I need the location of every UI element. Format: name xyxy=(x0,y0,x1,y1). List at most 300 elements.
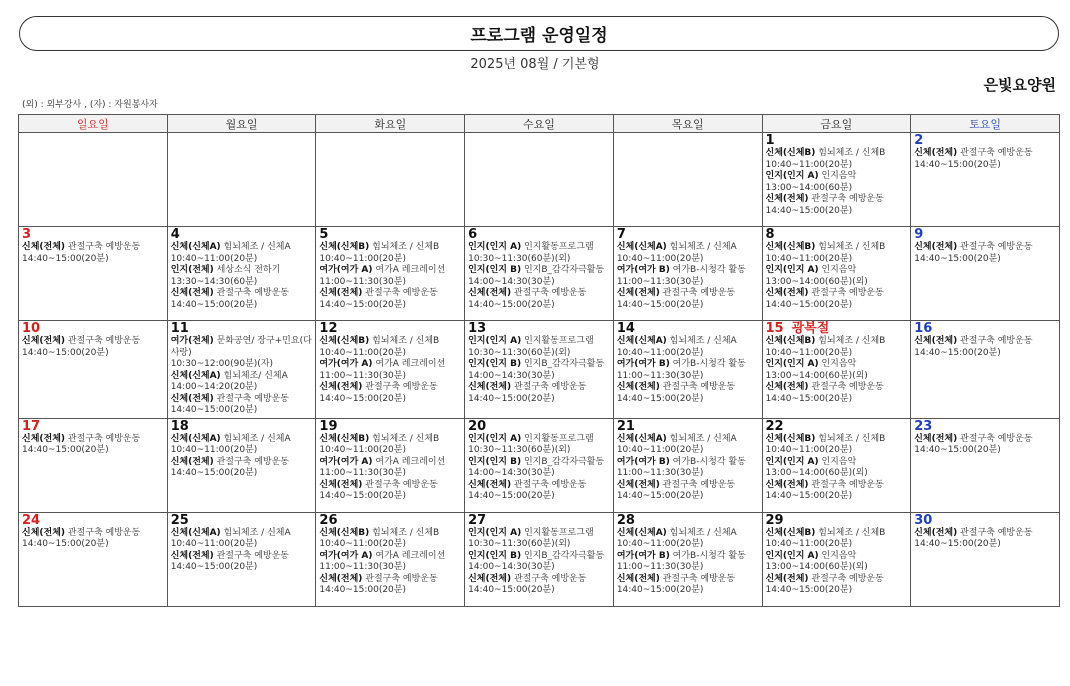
calendar-day-cell xyxy=(613,227,762,321)
day-number xyxy=(319,514,461,528)
day-number-text: 9 xyxy=(914,227,924,242)
program-category: 신체(신체B) xyxy=(319,433,370,444)
program-entry xyxy=(914,242,1056,254)
program-time: 14:40~15:00(20분) xyxy=(170,405,258,415)
program-time: 14:40~15:00(20분) xyxy=(616,393,704,404)
weekday-header: 토요일 xyxy=(911,115,1060,133)
program-title: 힘뇌체조 / 신체A xyxy=(666,527,737,538)
day-number-text: 13 xyxy=(468,321,487,336)
program-time: 14:40~15:00(20분) xyxy=(22,445,109,455)
program-time: 13:00~14:00(60분)(외) xyxy=(765,276,868,287)
program-category: 신체(신체A) xyxy=(616,336,667,346)
program-title: 여가B-시청각 활동 xyxy=(669,265,746,275)
day-number xyxy=(914,134,1056,148)
program-time: 10:40~11:00(20분) xyxy=(765,347,853,358)
program-entry xyxy=(22,528,164,540)
program-category: 신체(전체) xyxy=(616,382,660,392)
program-entry xyxy=(319,551,461,563)
day-number xyxy=(766,134,908,148)
program-title: 관절구축 예방운동 xyxy=(65,527,141,538)
program-entry xyxy=(766,148,908,160)
day-number-text: 5 xyxy=(319,227,329,242)
program-title: 인지음악 xyxy=(818,359,857,369)
program-category: 인지(인지 A) xyxy=(765,456,819,467)
program-entry xyxy=(617,265,759,277)
program-entry xyxy=(468,434,610,446)
calendar-week-row xyxy=(19,321,1060,419)
program-title: 관절구축 예방운동 xyxy=(511,288,587,298)
program-time: 10:40~11:00(20분) xyxy=(765,159,853,170)
calendar-day-cell xyxy=(167,133,316,227)
program-time: 10:40~11:00(20분) xyxy=(170,253,258,264)
program-title: 세상소식 전하기 xyxy=(213,265,281,275)
program-entry xyxy=(171,265,313,277)
program-category: 신체(전체) xyxy=(914,242,958,252)
day-number-text: 12 xyxy=(319,321,338,336)
program-title: 관절구축 예방운동 xyxy=(659,288,736,298)
program-category: 여가(여가 A) xyxy=(319,265,373,275)
program-category: 인지(인지 A) xyxy=(468,527,522,538)
program-entry xyxy=(171,457,313,469)
program-entry xyxy=(468,574,610,586)
program-title: 관절구축 예방운동 xyxy=(511,479,587,490)
program-entry xyxy=(766,457,908,469)
day-number-text: 24 xyxy=(22,512,41,528)
program-title: 관절구축 예방운동 xyxy=(213,288,289,298)
program-title: 관절구축 예방운동 xyxy=(362,288,438,298)
day-number xyxy=(766,420,908,434)
program-category: 인지(인지 B) xyxy=(468,456,522,467)
program-time: 11:00~11:30(30분) xyxy=(319,562,406,572)
program-time: 13:00~14:00(60분)(외) xyxy=(765,468,868,478)
program-category: 신체(전체) xyxy=(616,573,660,584)
program-time: 14:40~15:00(20분) xyxy=(468,299,555,310)
program-entry xyxy=(914,336,1056,348)
program-title: 관절구축 예방운동 xyxy=(511,573,587,584)
program-title: 관절구축 예방운동 xyxy=(659,479,736,490)
program-time: 10:30~11:30(60분)(외) xyxy=(468,347,571,358)
day-number xyxy=(468,514,610,528)
calendar-day-cell xyxy=(911,133,1060,227)
program-category: 여가(여가 A) xyxy=(319,550,373,561)
program-category: 신체(신체B) xyxy=(319,242,370,252)
program-title: 여가A 레크레이션 xyxy=(372,550,446,561)
day-number xyxy=(22,420,164,434)
day-number xyxy=(914,514,1056,528)
day-number-text: 6 xyxy=(468,227,478,242)
program-title: 인지B_감각자극활동 xyxy=(521,265,605,275)
program-entry xyxy=(617,457,759,469)
program-time: 14:40~15:00(20분) xyxy=(914,159,1001,170)
day-number-text: 26 xyxy=(319,512,338,528)
calendar-day-cell xyxy=(465,512,614,606)
calendar-day-cell xyxy=(167,512,316,606)
program-entry xyxy=(468,528,610,540)
program-entry xyxy=(617,359,759,371)
program-time: 13:00~14:00(60분) xyxy=(765,182,853,193)
program-category: 인지(인지 A) xyxy=(765,359,819,369)
calendar-day-cell xyxy=(19,512,168,606)
program-category: 여가(여가 B) xyxy=(616,265,670,275)
program-time: 10:40~11:00(20분) xyxy=(319,347,406,358)
program-entry xyxy=(171,551,313,563)
program-category: 신체(전체) xyxy=(319,479,363,490)
weekday-header-row xyxy=(19,115,1060,133)
program-time: 14:40~15:00(20분) xyxy=(616,491,704,501)
program-title: 힘뇌체조 / 신체B xyxy=(369,527,440,538)
program-category: 신체(전체) xyxy=(319,382,363,392)
program-entry xyxy=(319,574,461,586)
calendar-day-cell xyxy=(613,418,762,512)
day-number xyxy=(468,228,610,242)
program-entry xyxy=(914,434,1056,446)
day-number xyxy=(617,228,759,242)
program-time: 10:30~12:00(90분)(자) xyxy=(170,359,274,369)
program-category: 인지(인지 B) xyxy=(468,265,522,275)
program-entry xyxy=(468,480,610,492)
program-category: 신체(신체A) xyxy=(170,242,221,252)
program-time: 14:40~15:00(20분) xyxy=(765,585,853,595)
program-entry xyxy=(617,551,759,563)
day-number-text: 16 xyxy=(914,321,933,336)
program-category: 신체(신체B) xyxy=(765,148,816,158)
program-entry xyxy=(766,194,908,206)
program-title: 힘뇌체조 / 신체A xyxy=(220,433,291,444)
program-title: 인지B_감각자극활동 xyxy=(521,550,605,561)
program-category: 신체(전체) xyxy=(170,550,214,561)
program-category: 신체(전체) xyxy=(468,479,512,490)
program-category: 신체(신체B) xyxy=(765,527,816,538)
program-time: 11:00~11:30(30분) xyxy=(616,468,704,478)
program-category: 신체(신체B) xyxy=(765,242,816,252)
program-time: 14:40~15:00(20분) xyxy=(914,539,1001,549)
calendar-table xyxy=(18,114,1060,607)
program-title: 관절구축 예방운동 xyxy=(808,573,884,584)
program-entry xyxy=(766,574,908,586)
program-category: 신체(신체A) xyxy=(616,242,667,252)
day-number xyxy=(914,420,1056,434)
day-number-text: 23 xyxy=(914,418,933,434)
program-entry xyxy=(766,265,908,277)
program-entry xyxy=(766,171,908,183)
calendar-day-cell xyxy=(19,133,168,227)
program-title: 관절구축 예방운동 xyxy=(808,288,884,298)
program-time: 10:40~11:00(20분) xyxy=(319,253,406,264)
day-number xyxy=(319,420,461,434)
program-time: 10:40~11:00(20분) xyxy=(765,445,853,455)
program-title: 힘뇌체조 / 신체A xyxy=(666,336,737,346)
program-title: 관절구축 예방운동 xyxy=(808,479,884,490)
day-number xyxy=(171,514,313,528)
day-number xyxy=(22,514,164,528)
program-title: 관절구축 예방운동 xyxy=(65,433,141,444)
program-time: 11:00~11:30(30분) xyxy=(319,276,406,287)
day-number xyxy=(914,322,1056,336)
program-category: 인지(전체) xyxy=(170,265,214,275)
weekday-header: 일요일 xyxy=(19,115,168,133)
program-time: 10:40~11:00(20분) xyxy=(616,539,704,549)
program-title: 힘뇌체조 / 신체B xyxy=(815,527,886,538)
program-title: 인지B_감각자극활동 xyxy=(521,456,605,467)
program-entry xyxy=(914,528,1056,540)
program-title: 힘뇌체조 / 신체A xyxy=(666,242,737,252)
program-entry xyxy=(617,242,759,254)
day-number-text: 27 xyxy=(468,512,487,528)
program-title: 관절구축 예방운동 xyxy=(957,527,1033,538)
program-title: 관절구축 예방운동 xyxy=(213,393,289,404)
program-entry xyxy=(171,336,313,359)
program-title: 인지활동프로그램 xyxy=(521,242,594,252)
program-category: 신체(전체) xyxy=(765,288,809,298)
program-entry xyxy=(319,382,461,394)
program-title: 힘뇌체조 / 신체A xyxy=(666,433,737,444)
program-title: 힘뇌체조/ 신체A xyxy=(220,370,288,381)
program-category: 신체(전체) xyxy=(170,456,214,467)
program-category: 신체(신체A) xyxy=(170,370,221,381)
program-title: 인지음악 xyxy=(818,265,857,275)
program-category: 신체(신체B) xyxy=(319,527,370,538)
day-number-text: 7 xyxy=(616,227,626,242)
day-number-text: 2 xyxy=(914,133,924,148)
day-number xyxy=(319,228,461,242)
program-time: 10:40~11:00(20분) xyxy=(616,445,704,455)
program-title: 힘뇌체조 / 신체A xyxy=(220,242,291,252)
day-number xyxy=(22,322,164,336)
program-entry xyxy=(468,359,610,371)
program-time: 14:40~15:00(20분) xyxy=(170,299,258,310)
program-title: 인지B_감각자극활동 xyxy=(521,359,605,369)
program-time: 10:30~11:30(60분)(외) xyxy=(468,253,571,264)
program-entry xyxy=(617,574,759,586)
program-time: 14:40~15:00(20분) xyxy=(468,585,555,595)
program-title: 힘뇌체조 / 신체B xyxy=(815,148,886,158)
program-title: 관절구축 예방운동 xyxy=(957,148,1033,158)
calendar-day-cell xyxy=(465,133,614,227)
program-time: 14:40~15:00(20분) xyxy=(468,393,555,404)
program-entry xyxy=(171,394,313,406)
program-entry xyxy=(766,359,908,371)
program-title: 관절구축 예방운동 xyxy=(511,382,587,392)
program-title: 관절구축 예방운동 xyxy=(65,242,141,252)
page-subtitle: 2025년 08월 / 기본형 xyxy=(470,57,600,72)
program-time: 14:40~15:00(20분) xyxy=(914,253,1001,264)
calendar-day-cell xyxy=(762,321,911,419)
program-title: 인지음악 xyxy=(818,550,857,561)
program-entry xyxy=(766,382,908,394)
program-category: 인지(인지 A) xyxy=(765,550,819,561)
program-category: 신체(전체) xyxy=(22,433,66,444)
calendar-day-cell xyxy=(316,133,465,227)
program-time: 13:30~14:30(60분) xyxy=(170,276,258,287)
program-entry xyxy=(617,288,759,300)
program-category: 신체(전체) xyxy=(319,288,363,298)
program-category: 신체(전체) xyxy=(765,194,809,204)
program-category: 신체(신체A) xyxy=(170,527,221,538)
program-category: 신체(전체) xyxy=(914,336,958,346)
day-number xyxy=(22,228,164,242)
day-number xyxy=(914,228,1056,242)
program-time: 14:40~15:00(20분) xyxy=(319,393,406,404)
day-number-text: 29 xyxy=(765,512,784,528)
program-category: 인지(인지 A) xyxy=(468,336,522,346)
day-number xyxy=(766,228,908,242)
program-category: 인지(인지 A) xyxy=(765,171,819,181)
day-number-text: 20 xyxy=(468,418,487,434)
program-title: 관절구축 예방운동 xyxy=(213,550,289,561)
calendar-day-cell xyxy=(762,133,911,227)
day-number-text: 28 xyxy=(616,512,635,528)
program-time: 14:40~15:00(20분) xyxy=(468,491,555,501)
program-category: 신체(전체) xyxy=(468,573,512,584)
program-category: 신체(전체) xyxy=(914,148,958,158)
program-title: 여가A 레크레이션 xyxy=(372,359,446,369)
program-category: 신체(전체) xyxy=(22,527,66,538)
program-time: 14:40~15:00(20분) xyxy=(616,585,704,595)
program-title: 인지음악 xyxy=(818,171,857,181)
program-time: 14:40~15:00(20분) xyxy=(765,491,853,501)
program-time: 14:40~15:00(20분) xyxy=(914,445,1001,455)
program-time: 14:40~15:00(20분) xyxy=(170,562,258,572)
program-time: 10:40~11:00(20분) xyxy=(319,539,406,549)
program-category: 신체(신체A) xyxy=(170,433,221,444)
program-category: 인지(인지 B) xyxy=(468,550,522,561)
program-entry xyxy=(617,480,759,492)
program-time: 10:40~11:00(20분) xyxy=(616,253,704,264)
calendar-day-cell xyxy=(465,227,614,321)
program-time: 10:40~11:00(20분) xyxy=(170,539,258,549)
calendar-week-row xyxy=(19,227,1060,321)
calendar-day-cell xyxy=(911,321,1060,419)
weekday-header: 금요일 xyxy=(762,115,911,133)
calendar-day-cell xyxy=(19,321,168,419)
program-entry xyxy=(171,371,313,383)
program-category: 신체(전체) xyxy=(170,288,214,298)
program-time: 10:40~11:00(20분) xyxy=(616,347,704,358)
program-title: 힘뇌체조 / 신체A xyxy=(220,527,291,538)
program-entry xyxy=(468,457,610,469)
day-number-text: 30 xyxy=(914,512,933,528)
program-entry xyxy=(22,336,164,348)
program-title: 여가B-시청각 활동 xyxy=(669,456,746,467)
program-title: 관절구축 예방운동 xyxy=(957,242,1033,252)
program-time: 10:40~11:00(20분) xyxy=(170,445,258,455)
weekday-header: 목요일 xyxy=(613,115,762,133)
program-time: 14:40~15:00(20분) xyxy=(765,205,853,216)
calendar-body xyxy=(19,133,1060,607)
program-time: 10:40~11:00(20분) xyxy=(765,539,853,549)
program-entry xyxy=(319,242,461,254)
day-number xyxy=(171,228,313,242)
program-entry xyxy=(468,288,610,300)
program-entry xyxy=(766,551,908,563)
day-number-text: 22 xyxy=(765,418,784,434)
page-title: 프로그램 운영일정 xyxy=(19,16,1059,51)
program-time: 14:00~14:30(30분) xyxy=(468,562,555,572)
day-number-text: 8 xyxy=(765,227,775,242)
program-title: 힘뇌체조 / 신체B xyxy=(369,433,440,444)
program-entry xyxy=(766,480,908,492)
program-category: 신체(전체) xyxy=(914,433,958,444)
day-number-text: 18 xyxy=(170,418,189,434)
program-entry xyxy=(171,434,313,446)
day-number xyxy=(617,322,759,336)
program-category: 신체(전체) xyxy=(765,382,809,392)
program-category: 여가(여가 B) xyxy=(616,550,670,561)
program-title: 힘뇌체조 / 신체B xyxy=(815,242,886,252)
day-number xyxy=(468,420,610,434)
program-category: 신체(전체) xyxy=(319,573,363,584)
program-title: 여가A 레크레이션 xyxy=(372,265,446,275)
day-number-text: 15 xyxy=(765,321,784,336)
program-title: 여가B-시청각 활동 xyxy=(669,359,746,369)
program-entry xyxy=(171,528,313,540)
program-entry xyxy=(766,336,908,348)
program-entry xyxy=(617,382,759,394)
day-number-text: 25 xyxy=(170,512,189,528)
program-entry xyxy=(468,242,610,254)
program-time: 11:00~11:30(30분) xyxy=(616,276,704,287)
program-time: 10:40~11:00(20분) xyxy=(765,253,853,264)
program-title: 관절구축 예방운동 xyxy=(362,573,438,584)
calendar-day-cell xyxy=(19,227,168,321)
calendar-day-cell xyxy=(316,321,465,419)
program-title: 인지활동프로그램 xyxy=(521,336,594,346)
day-number-text: 11 xyxy=(170,321,189,336)
program-title: 관절구축 예방운동 xyxy=(808,194,884,204)
calendar-day-cell xyxy=(911,227,1060,321)
holiday-label: 광복절 xyxy=(791,321,830,336)
program-category: 신체(신체A) xyxy=(616,527,667,538)
program-entry xyxy=(468,382,610,394)
program-category: 신체(신체B) xyxy=(319,336,370,346)
calendar-week-row xyxy=(19,418,1060,512)
organization-name: 은빛요양원 xyxy=(983,76,1056,94)
program-entry xyxy=(617,528,759,540)
program-category: 신체(전체) xyxy=(22,242,66,252)
program-time: 14:40~15:00(20분) xyxy=(22,347,109,358)
program-category: 인지(인지 A) xyxy=(468,242,522,252)
program-title: 관절구축 예방운동 xyxy=(808,382,884,392)
program-category: 여가(여가 A) xyxy=(319,359,373,369)
program-entry xyxy=(319,265,461,277)
calendar-day-cell xyxy=(316,227,465,321)
program-entry xyxy=(914,148,1056,160)
program-time: 10:40~11:00(20분) xyxy=(319,445,406,455)
program-entry xyxy=(319,434,461,446)
program-category: 신체(신체B) xyxy=(765,336,816,346)
program-title: 관절구축 예방운동 xyxy=(659,573,736,584)
program-time: 14:40~15:00(20분) xyxy=(22,253,109,264)
program-time: 11:00~11:30(30분) xyxy=(319,468,406,478)
program-title: 힘뇌체조 / 신체B xyxy=(369,242,440,252)
program-category: 여가(여가 A) xyxy=(319,456,373,467)
calendar-week-row xyxy=(19,512,1060,606)
program-title: 인지활동프로그램 xyxy=(521,527,594,538)
program-time: 14:00~14:20(20분) xyxy=(170,382,258,392)
day-number-text: 4 xyxy=(170,227,180,242)
day-number xyxy=(171,322,313,336)
calendar-day-cell xyxy=(167,321,316,419)
calendar-day-cell xyxy=(613,321,762,419)
day-number-text: 14 xyxy=(616,321,635,336)
program-category: 신체(전체) xyxy=(22,336,66,346)
program-category: 인지(인지 A) xyxy=(765,265,819,275)
program-entry xyxy=(22,242,164,254)
calendar-day-cell xyxy=(465,418,614,512)
weekday-header: 수요일 xyxy=(465,115,614,133)
program-category: 신체(전체) xyxy=(914,527,958,538)
program-category: 신체(전체) xyxy=(170,393,214,404)
